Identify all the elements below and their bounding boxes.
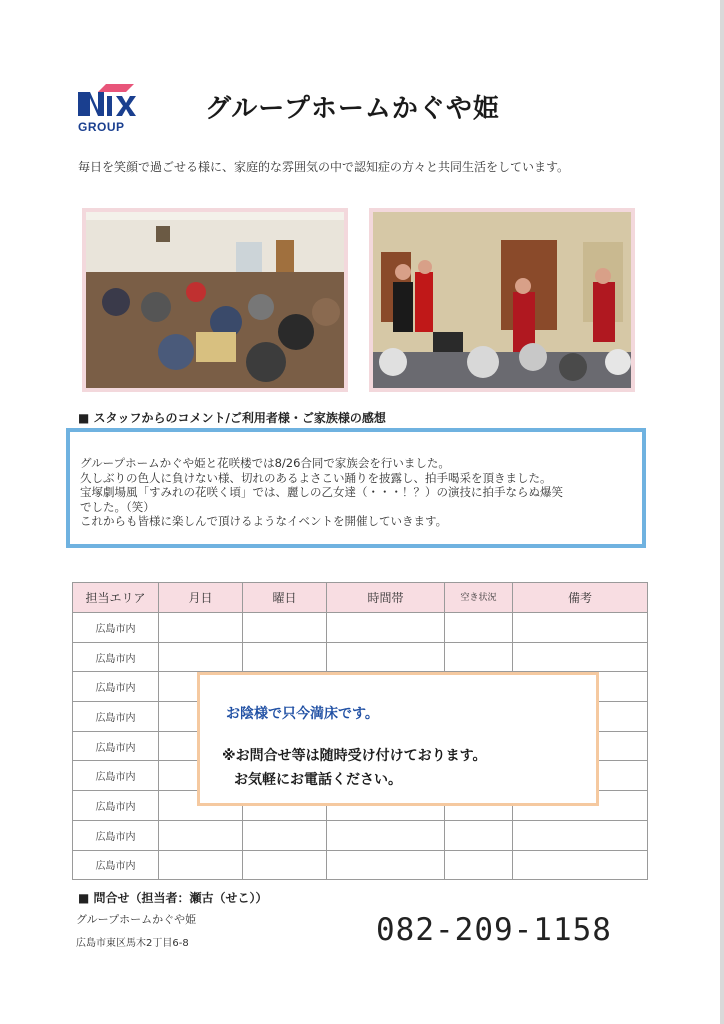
area-cell: 広島市内 (73, 672, 159, 702)
header-notes: 備考 (513, 583, 648, 613)
area-cell: 広島市内 (73, 613, 159, 643)
comment-line: これからも皆様に楽しんで頂けるようなイベントを開催していきます。 (80, 514, 448, 528)
contact-facility-name: グループホームかぐや姫 (76, 913, 197, 926)
area-cell: 広島市内 (73, 731, 159, 761)
logo-group-text: GROUP (78, 120, 125, 134)
contact-section-heading: ■ 問合せ（担当者：瀬古（せこ）） (78, 891, 268, 905)
nix-logo-icon (76, 82, 138, 122)
notice-full-text: お陰様で只今満床です。 (226, 706, 379, 722)
nix-logo (76, 82, 138, 138)
table-row (73, 850, 648, 880)
phone-number: 082-209-1158 (376, 912, 612, 948)
comment-box (66, 428, 646, 548)
area-cell: 広島市内 (73, 642, 159, 672)
notice-inquiry-text: ※お問合せ等は随時受け付けております。 (222, 748, 487, 764)
header-time: 時間帯 (327, 583, 445, 613)
area-cell: 広島市内 (73, 850, 159, 880)
comment-line: グループホームかぐや姫と花咲楼では8/26合同で家族会を行いました。 (80, 456, 450, 470)
comment-line: でした。（笑） (80, 499, 155, 514)
header-availability: 空き状況 (445, 583, 513, 613)
full-capacity-notice (197, 672, 599, 806)
page-title: グループホームかぐや姫 (205, 94, 500, 124)
intro-text: 毎日を笑顔で過ごせる様に、家庭的な雰囲気の中で認知症の方々と共同生活をしています。 (78, 160, 570, 174)
area-cell: 広島市内 (73, 702, 159, 732)
area-cell: 広島市内 (73, 761, 159, 791)
notice-call-text: お気軽にお電話ください。 (234, 772, 402, 788)
table-row (73, 820, 648, 850)
header-date: 月日 (159, 583, 243, 613)
photo-dance-performance (369, 208, 635, 392)
area-cell: 広島市内 (73, 791, 159, 821)
header-area: 担当エリア (73, 583, 159, 613)
photo-residents (82, 208, 348, 392)
table-row (73, 613, 648, 643)
contact-address: 広島市東区馬木2丁目6-8 (76, 938, 189, 949)
comment-line: 宝塚劇場風「すみれの花咲く頃」では、麗しの乙女達（・・・！？）の演技に拍手ならぬ爆笑 (80, 485, 563, 499)
table-header-row (73, 583, 648, 613)
comment-section-heading: ■ スタッフからのコメント/ご利用者様・ご家族様の感想 (78, 411, 386, 425)
comment-line: 久しぶりの色人に負けない様、切れのあるよさこい踊りを披露し、拍手喝采を頂きました。 (80, 470, 552, 485)
area-cell: 広島市内 (73, 820, 159, 850)
table-row (73, 642, 648, 672)
header-weekday: 曜日 (243, 583, 327, 613)
page-edge (720, 0, 724, 1024)
